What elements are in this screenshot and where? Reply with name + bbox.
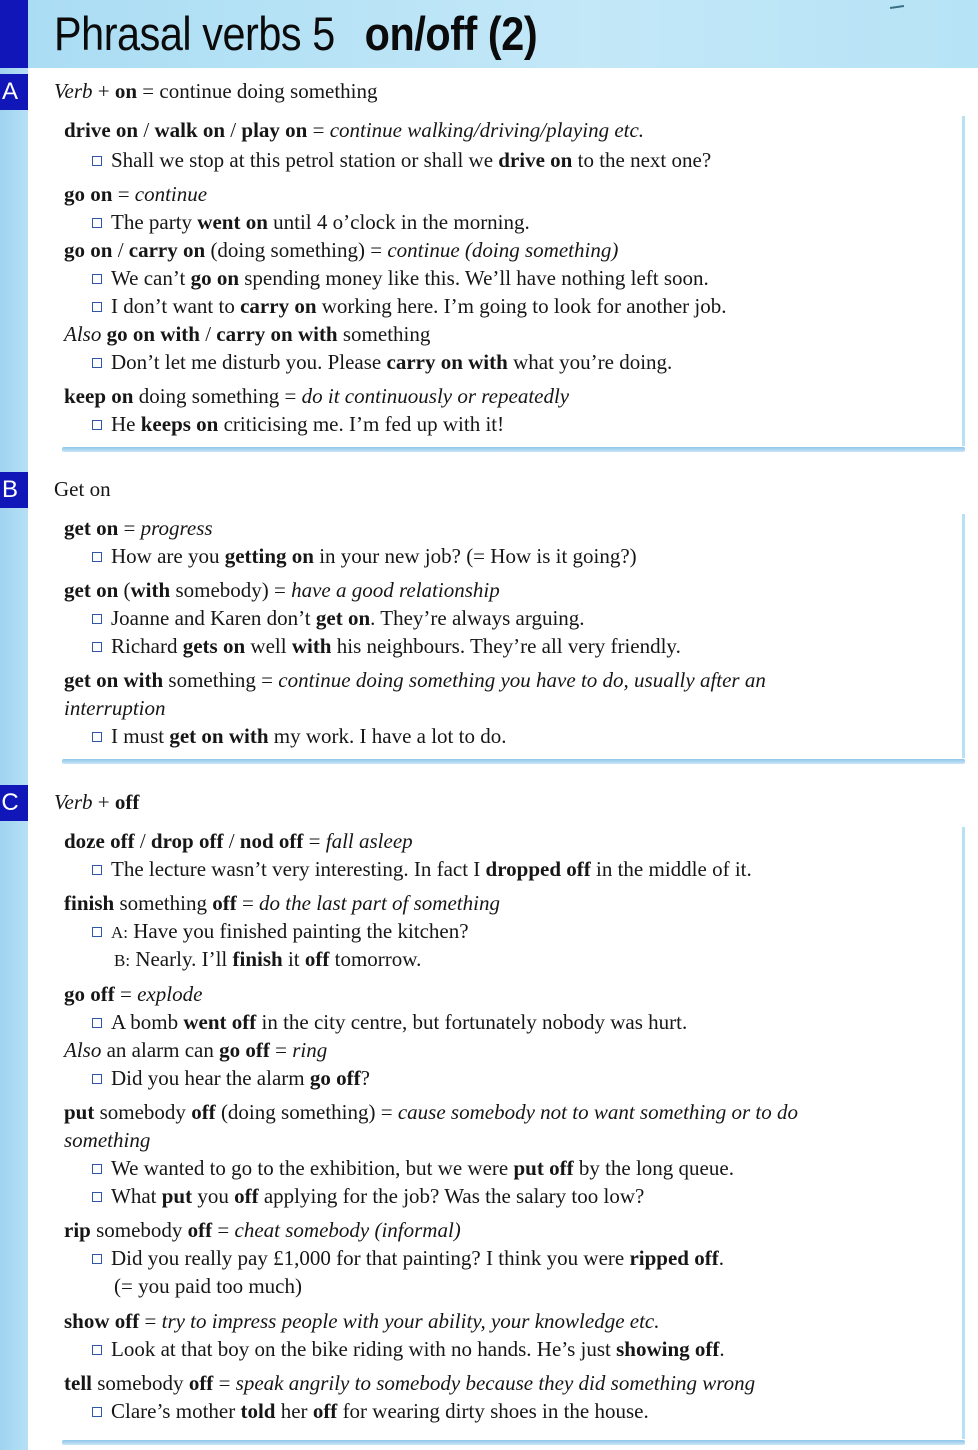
text-segment: (doing something) = [205,238,388,262]
example-bullet-icon [92,642,102,652]
example-bullet-icon [92,614,102,624]
text-segment: The lecture wasn’t very interesting. In fact I [111,857,486,881]
phrasal-verb-text: with [130,578,171,602]
phrasal-verb-text: told [240,1399,276,1423]
meaning-text: Verb [54,79,93,103]
phrasal-verb-text: drive on [498,148,573,172]
meaning-text: progress [140,516,213,540]
phrasal-verb-text: carry on [240,294,317,318]
phrasal-verb-text: keep on [64,384,134,408]
phrasal-verb-text: went off [183,1010,257,1034]
definition-line [64,1126,150,1154]
text-segment: working here. I’m going to look for another job. [316,294,727,318]
text-segment: Did you really pay £1,000 for that painting? I think you were [111,1246,630,1270]
text-segment: to the next one? [572,148,712,172]
phrasal-verb-text: go on with [106,322,200,346]
phrasal-verb-text: off [312,1399,338,1423]
content-box [56,514,965,758]
example-line [92,1008,687,1036]
example-line [92,264,709,292]
phrasal-verb-text: doze off [64,829,135,853]
text-segment: = [139,1309,162,1333]
phrasal-verb-text: nod off [239,829,304,853]
text-segment: Don’t let me disturb you. Please [111,350,387,374]
section-heading [54,788,139,816]
example-bullet-icon [92,927,102,937]
text-segment: Did you hear the alarm [111,1066,310,1090]
example-line [92,632,681,660]
phrasal-verb-text: carry on with [386,350,508,374]
meaning-text: fall asleep [325,829,413,853]
phrasal-verb-text: finish [232,947,283,971]
text-segment: Have you finished painting the kitchen? [128,919,469,943]
text-segment: He [111,412,141,436]
title-bar [0,0,978,68]
title-subtitle: on/off (2) [364,7,538,60]
phrasal-verb-text: off [188,1371,214,1395]
example-line [92,1335,725,1363]
speaker-label: B: [114,951,131,970]
definition-line [64,320,430,348]
example-line [92,542,637,570]
text-segment: = [269,1038,293,1062]
meaning-text: cause somebody not to want something or to do [397,1100,798,1124]
phrasal-verb-text: rip [64,1218,91,1242]
definition-line [64,1307,660,1335]
text-segment: / [112,238,129,262]
example-bullet-icon [92,156,102,166]
phrasal-verb-text: put [64,1100,95,1124]
text-segment: something [337,322,431,346]
text-segment: / [134,829,151,853]
definition-line [64,576,500,604]
example-line [92,722,506,750]
phrasal-verb-text: get on [315,606,371,630]
text-segment: = [236,891,260,915]
title-main: Phrasal verbs 5 [54,7,335,60]
meaning-text: Also [64,1038,102,1062]
example-line [92,917,469,947]
text-segment: We can’t [111,266,191,290]
example-line [92,1154,734,1182]
text-segment: A bomb [111,1010,184,1034]
text-segment: = [307,118,330,142]
phrasal-verb-text: go off [64,982,115,1006]
text-segment: Clare’s mother [111,1399,241,1423]
phrasal-verb-text: gets on [182,634,246,658]
section-letter-tab [0,785,28,821]
text-segment: something [114,891,213,915]
speaker-label: A: [111,923,128,942]
meaning-text: continue doing something you have to do, usually after an [278,668,766,692]
text-segment: = continue doing something [137,79,378,103]
section-heading [54,475,111,503]
example-line [92,348,672,376]
definition-line [64,236,618,264]
phrasal-verb-text: showing off [616,1337,720,1361]
text-segment: applying for the job? Was the salary too low? [258,1184,645,1208]
meaning-text: continue [134,182,208,206]
phrasal-verb-text: off [212,891,237,915]
example-line [92,410,504,438]
content-box [56,827,965,1439]
phrasal-verb-text: put [161,1184,193,1208]
definition-line [64,980,202,1008]
example-bullet-icon [92,420,102,430]
example-bullet-icon [92,1164,102,1174]
text-segment: Nearly. I’ll [130,947,233,971]
section-letter-tab [0,74,28,110]
text-segment: you [192,1184,235,1208]
left-color-strip [0,0,28,1450]
example-bullet-icon [92,732,102,742]
text-segment: What [111,1184,162,1208]
example-line [92,292,727,320]
text-segment: ? [360,1066,370,1090]
example-line [92,1397,649,1425]
phrasal-verb-text: drive on [64,118,139,142]
text-segment: well [245,634,292,658]
example-line [92,208,530,236]
phrasal-verb-text: go on [64,182,113,206]
meaning-text: speak angrily to somebody because they did something wrong [235,1371,756,1395]
text-segment: my work. I have a lot to do. [268,724,507,748]
phrasal-verb-text: off [304,947,330,971]
phrasal-verb-text: on [114,79,138,103]
text-segment: Richard [111,634,183,658]
text-segment: (= you paid too much) [114,1274,302,1298]
text-segment: for wearing dirty shoes in the house. [337,1399,649,1423]
text-segment: somebody [90,1218,188,1242]
content-box [56,116,965,446]
text-segment: an alarm can [101,1038,220,1062]
text-segment: / [199,322,217,346]
text-segment: what you’re doing. [507,350,673,374]
phrasal-verb-text: get on with [64,668,164,692]
text-segment: something = [163,668,279,692]
definition-line [64,1098,798,1126]
meaning-text: do it continuously or repeatedly [301,384,570,408]
example-bullet-icon [92,865,102,875]
phrasal-verb-text: off [234,1184,259,1208]
phrasal-verb-text: with [291,634,332,658]
definition-line [64,827,413,855]
example-bullet-icon [92,1254,102,1264]
phrasal-verb-text: get on [64,516,119,540]
phrasal-verb-text: finish [64,891,115,915]
phrasal-verb-text: drop off [150,829,224,853]
phrasal-verb-text: keeps on [140,412,219,436]
text-segment: = [212,1218,235,1242]
phrasal-verb-text: off [191,1100,216,1124]
meaning-text: cheat somebody (informal) [234,1218,461,1242]
example-line [92,1064,370,1092]
text-segment: I don’t want to [111,294,241,318]
text-segment: Look at that boy on the bike riding with no hands. He’s just [111,1337,617,1361]
text-segment: (doing something) = [215,1100,398,1124]
text-segment: criticising me. I’m fed up with it! [218,412,505,436]
text-segment: = [118,516,141,540]
phrasal-verb-text: go on [190,266,239,290]
phrasal-verb-text: go off [309,1066,361,1090]
definition-line [64,116,644,144]
definition-line [64,180,207,208]
example-line [114,1272,302,1300]
meaning-text: have a good relationship [291,578,500,602]
text-segment: I must [111,724,170,748]
example-bullet-icon [92,358,102,368]
text-segment: / [223,829,240,853]
phrasal-verb-text: go on [64,238,113,262]
definition-line [64,514,213,542]
text-segment: . They’re always arguing. [370,606,585,630]
decorative-mark [890,5,904,9]
text-segment: in your new job? (= How is it going?) [313,544,637,568]
definition-line [64,666,766,694]
meaning-text: something [64,1128,151,1152]
example-bullet-icon [92,274,102,284]
title-tab [0,0,28,68]
text-segment: . [718,1246,724,1270]
meaning-text: explode [137,982,203,1006]
example-bullet-icon [92,1345,102,1355]
text-segment: We wanted to go to the exhibition, but we were [111,1156,514,1180]
phrasal-verb-text: get on [64,578,119,602]
meaning-text: interruption [64,696,166,720]
phrasal-verb-text: tell [64,1371,92,1395]
phrasal-verb-text: go off [219,1038,270,1062]
meaning-text: try to impress people with your ability, your knowledge etc. [161,1309,660,1333]
text-segment: Shall we stop at this petrol station or shall we [111,148,499,172]
text-segment: = [114,982,138,1006]
text-segment: tomorrow. [329,947,422,971]
phrasal-verb-text: ripped off [629,1246,719,1270]
text-segment: in the middle of it. [590,857,752,881]
phrasal-verb-text: dropped off [485,857,591,881]
section-letter-tab [0,472,28,508]
example-bullet-icon [92,1407,102,1417]
page-title [54,4,537,64]
text-segment: / [225,118,242,142]
section-letter: A [1,78,18,105]
phrasal-verb-text: went on [197,210,268,234]
definition-line [64,694,166,722]
text-segment: somebody) = [170,578,292,602]
definition-line [64,382,569,410]
meaning-text: do the last part of something [259,891,500,915]
example-line [92,1244,724,1272]
example-line [92,1182,644,1210]
phrasal-verb-text: play on [241,118,308,142]
example-line [114,945,421,975]
text-segment: by the long queue. [573,1156,734,1180]
example-bullet-icon [92,1018,102,1028]
example-line [92,604,585,632]
text-segment: ( [118,578,131,602]
text-segment: his neighbours. They’re all very friendly. [331,634,681,658]
phrasal-verb-text: off [187,1218,213,1242]
meaning-text: ring [292,1038,328,1062]
text-segment: her [275,1399,313,1423]
example-bullet-icon [92,552,102,562]
phrasal-verb-text: carry on with [216,322,338,346]
phrasal-verb-text: get on with [169,724,269,748]
text-segment: = [303,829,326,853]
phrasal-verb-text: walk on [154,118,226,142]
text-segment: somebody [94,1100,192,1124]
text-segment: The party [111,210,198,234]
example-bullet-icon [92,1074,102,1084]
definition-line [64,1036,327,1064]
meaning-text: Verb [54,790,93,814]
text-segment: / [138,118,155,142]
text-segment: + [92,790,115,814]
example-bullet-icon [92,302,102,312]
text-segment: somebody [91,1371,189,1395]
definition-line [64,1216,461,1244]
text-segment: . [719,1337,725,1361]
text-segment: = [112,182,135,206]
text-segment: + [92,79,115,103]
text-segment: How are you [111,544,225,568]
example-line [92,855,752,883]
phrasal-verb-text: show off [64,1309,140,1333]
phrasal-verb-text: getting on [224,544,314,568]
phrasal-verb-text: off [114,790,140,814]
text-segment: Get on [54,477,111,501]
text-segment: spending money like this. We’ll have nothing left soon. [239,266,709,290]
definition-line [64,1369,755,1397]
example-bullet-icon [92,218,102,228]
phrasal-verb-text: put off [513,1156,574,1180]
definition-line [64,889,500,917]
meaning-text: continue walking/driving/playing etc. [329,118,645,142]
section-letter: C [1,789,19,816]
section-letter: B [1,476,18,503]
text-segment: in the city centre, but fortunately nobody was hurt. [256,1010,688,1034]
meaning-text: Also [64,322,102,346]
text-segment: doing something = [133,384,302,408]
example-bullet-icon [92,1192,102,1202]
text-segment: until 4 o’clock in the morning. [267,210,530,234]
text-segment: it [282,947,305,971]
meaning-text: continue (doing something) [387,238,619,262]
phrasal-verb-text: carry on [128,238,206,262]
section-heading [54,77,378,105]
text-segment: Joanne and Karen don’t [111,606,316,630]
example-line [92,146,711,174]
text-segment: = [213,1371,236,1395]
